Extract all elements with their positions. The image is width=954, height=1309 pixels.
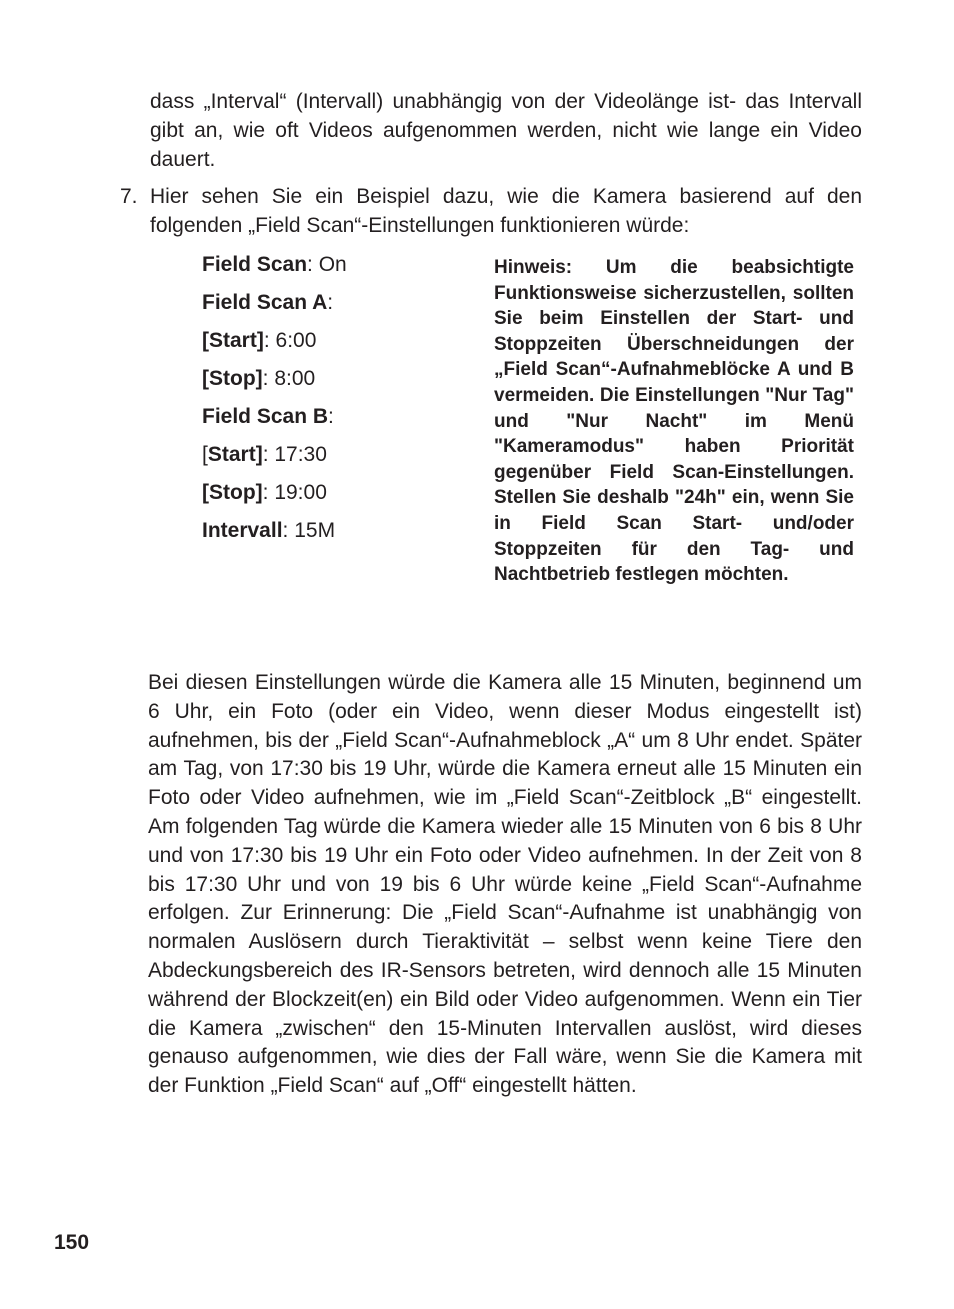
setting-row: Intervall: 15M — [202, 519, 336, 542]
setting-key: [Stop] — [202, 481, 263, 504]
setting-row: Field Scan: On — [202, 253, 347, 276]
setting-value: 17:30 — [274, 443, 327, 466]
setting-key: Intervall — [202, 519, 283, 542]
step-paragraph: Hier sehen Sie ein Beispiel dazu, wie die Kamera basierend auf den folgenden „Field Scan“-Einstellungen funktionieren würde: — [150, 185, 862, 237]
setting-key: Field Scan B — [202, 405, 329, 428]
setting-value: On — [318, 253, 347, 276]
setting-value: 8:00 — [274, 367, 316, 390]
body-paragraph: Bei diesen Einstellungen würde die Kamera alle 15 Minuten, beginnend um 6 Uhr, ein Foto (oder ein Video, wenn dieser Modus eingestellt ist) aufnehmen, bis der „Field Scan“-Aufnahmeblock „A“ um 8 Uhr endet. Später am Tag, von 17:30 bis 19 Uhr, würde die Kamera erneut alle 15 Minuten ein Foto oder Video aufnehmen, wie im „Field Scan“-Zeitblock „B“ eingestellt. Am folgenden Tag würde die Kamera wieder alle 15 Minuten von 6 bis 8 Uhr und von 17:30 bis 19 Uhr ein Foto oder Video aufnehmen. In der Zeit von 8 bis 17:30 Uhr und von 19 bis 6 Uhr würde keine „Field Scan“-Aufnahme erfolgen. Zur Erinnerung: Die „Field Scan“-Aufnahme ist unabhängig von normalen Auslösern durch Tieraktivität – selbst wenn keine Tiere den Abdeckungsbereich des IR-Sensors betreten, wird dennoch alle 15 Minuten während der Blockzeit(en) ein Bild oder Video aufgenommen. Wenn ein Tier die Kamera „zwischen“ den 15-Minuten Intervallen auslöst, wird dieses genauso aufgenommen, wie dies der Fall wäre, wenn Sie die Kamera mit der Funktion „Field Scan“ auf „Off“ eingestellt hätten. — [148, 671, 862, 1098]
setting-key: Field Scan A — [202, 291, 328, 314]
setting-row: Field Scan B: — [202, 405, 334, 428]
field-scan-settings-list — [202, 250, 462, 554]
setting-key: [Start] — [202, 329, 264, 352]
intro-paragraph: dass „Interval“ (Intervall) unabhängig von der Videolänge ist- das Intervall gibt an, wie oft Videos aufgenommen werden, nicht wie lange ein Video dauert. — [150, 90, 862, 171]
note-box: Hinweis: Um die beabsichtigte Funktionsweise sicherzustellen, sollten Sie beim Einstellen der Start- und Stoppzeiten Überschneidungen der „Field Scan“-Aufnahmeblöcke A und B vermeiden. Die Einstellungen "Nur Tag" und "Nur Nacht" im Menü "Kameramodus" haben Priorität gegenüber Field Scan-Einstellungen. Stellen Sie deshalb "24h" ein, wenn Sie in Field Scan Start- und/oder Stoppzeiten für den Tag- und Nachtbetrieb festlegen möchten. — [494, 257, 854, 586]
setting-value: 6:00 — [275, 329, 317, 352]
setting-key: [Stop] — [202, 367, 263, 390]
step-number: 7. — [120, 185, 138, 208]
setting-row: [Start]: 17:30 — [202, 443, 327, 466]
setting-row: [Start]: 6:00 — [202, 329, 317, 352]
setting-row: [Stop]: 19:00 — [202, 481, 327, 504]
setting-row: Field Scan A: — [202, 291, 334, 314]
page-number: 150 — [54, 1231, 90, 1254]
setting-key: Field Scan — [202, 253, 308, 276]
setting-value: 15M — [294, 519, 336, 542]
setting-key: Start] — [207, 443, 263, 466]
setting-value: 19:00 — [274, 481, 327, 504]
setting-row: [Stop]: 8:00 — [202, 367, 316, 390]
